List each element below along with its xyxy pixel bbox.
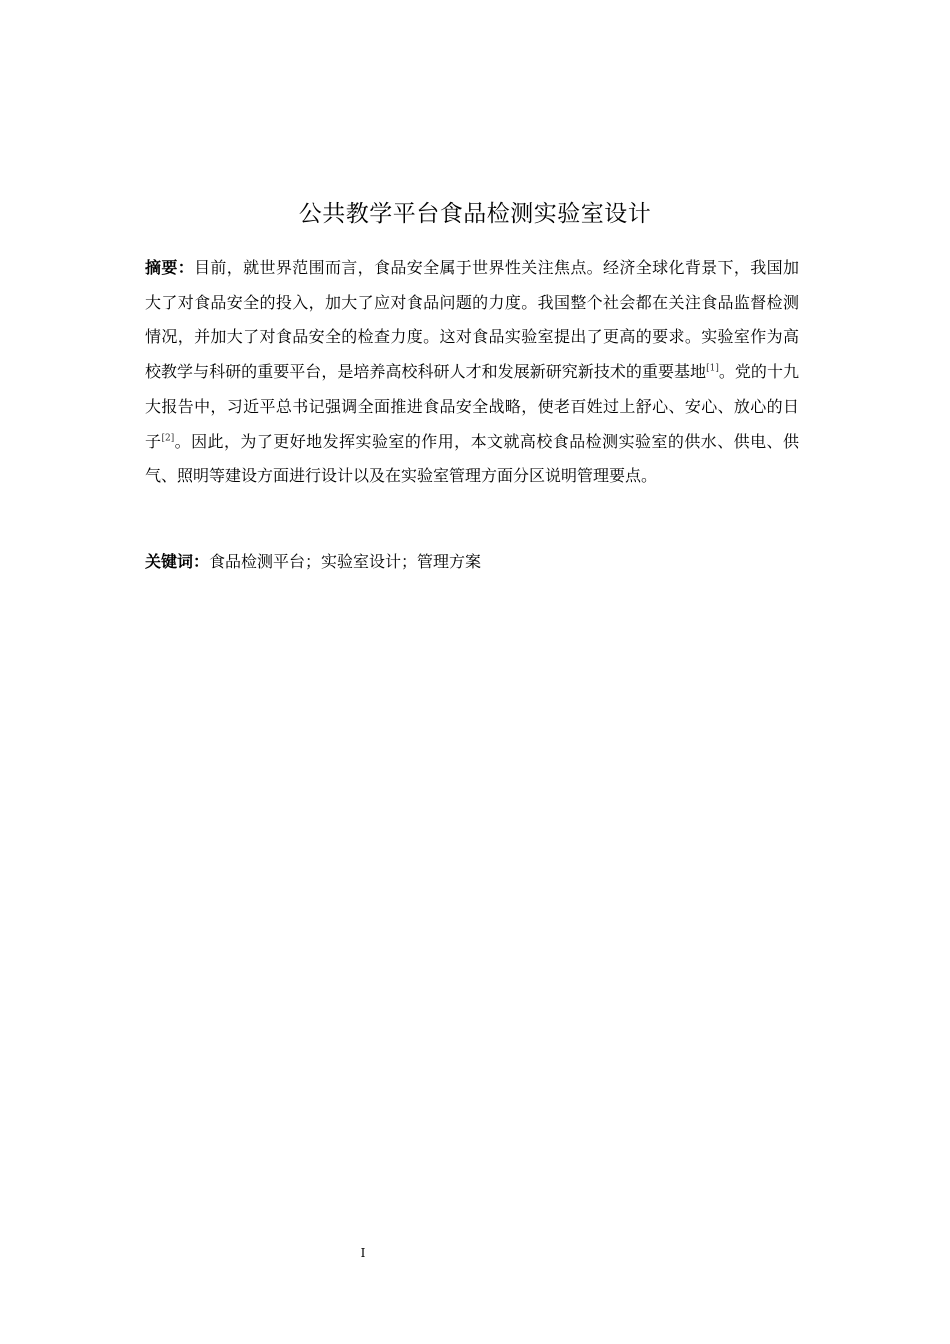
abstract-paragraph	[145, 251, 799, 494]
citation-2[interactable]: [2]	[161, 433, 175, 444]
abstract-text-part3: 。因此，为了更好地发挥实验室的作用，本文就高校食品检测实验室的供水、供电、供气、照明等建设方面进行设计以及在实验室管理方面分区说明管理要点。	[145, 431, 799, 486]
page-number: I	[360, 1246, 366, 1260]
abstract-label: 摘要：	[145, 258, 195, 277]
citation-1[interactable]: [1]	[706, 363, 719, 374]
paper-title: 公共教学平台食品检测实验室设计	[298, 201, 652, 227]
abstract-text-part2: 。党的十九大报告中，习近平总书记强调全面推进食品安全战略，使老百姓过上舒心、安心、放心的日子	[145, 362, 799, 451]
keywords-line	[145, 545, 799, 579]
keywords-label: 关键词：	[145, 552, 210, 571]
abstract-text-part1: 目前，就世界范围而言，食品安全属于世界性关注焦点。经济全球化背景下，我国加大了对食品安全的投入，加大了应对食品问题的力度。我国整个社会都在关注食品监督检测情况，并加大了对食品安全的检查力度。这对食品实验室提出了更高的要求。实验室作为高校教学与科研的重要平台，是培养高校科研人才和发展新研究新技术的重要基地	[145, 258, 799, 382]
keywords-text: 食品检测平台；实验室设计；管理方案	[209, 552, 482, 571]
